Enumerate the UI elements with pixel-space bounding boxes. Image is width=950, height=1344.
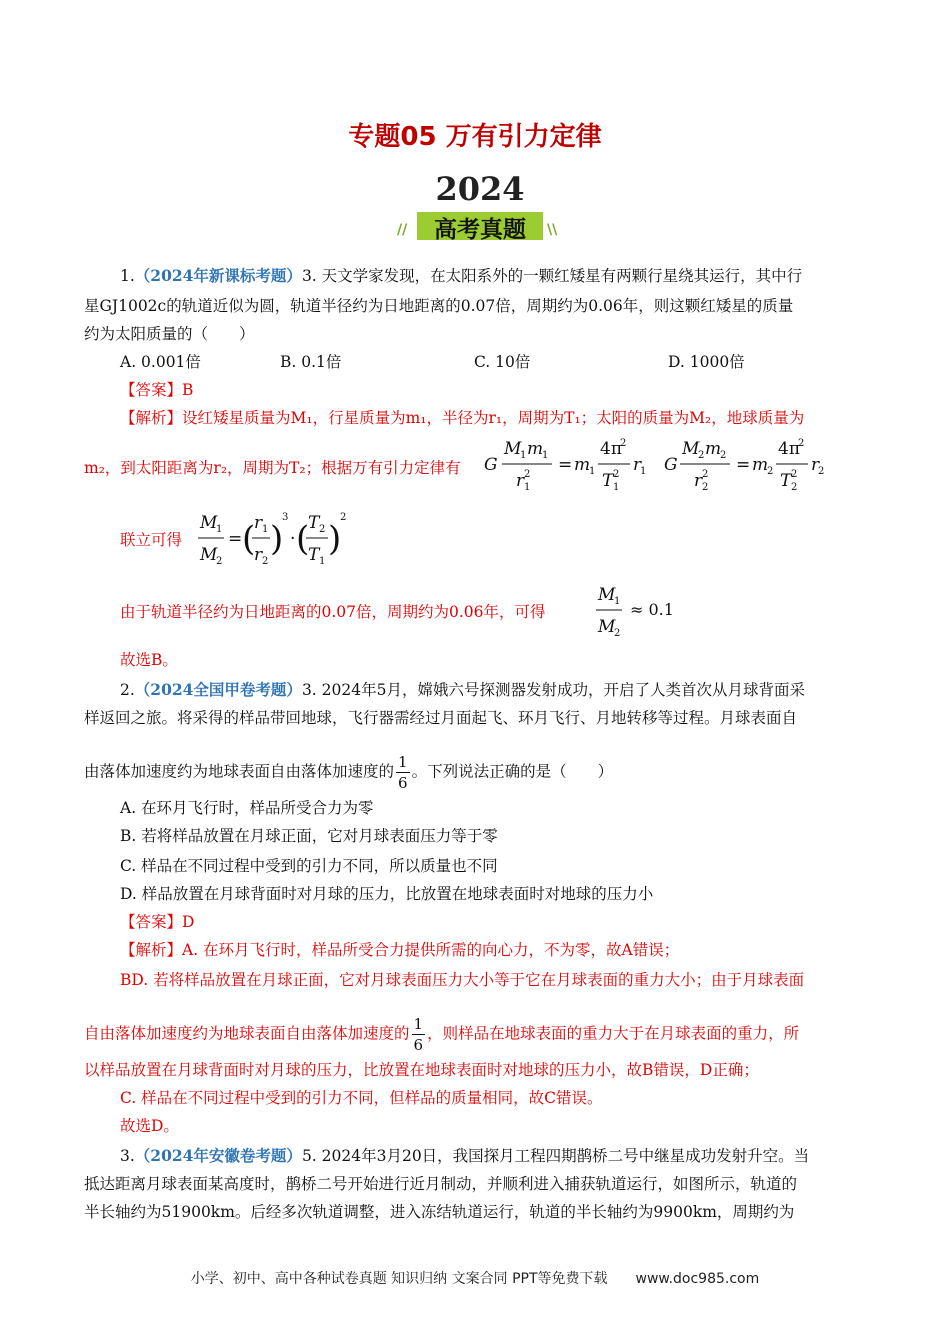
- page-title: 专题05 万有引力定律: [348, 122, 602, 152]
- svg-text:2: 2: [702, 469, 709, 480]
- q1-result-text: 由于轨道半径约为日地距离的0.07倍，周期约为0.06年，可得: [120, 603, 546, 621]
- svg-text:1: 1: [262, 524, 269, 535]
- q1-option-b: B. 0.1倍: [280, 353, 342, 371]
- q2-option-c: C. 样品在不同过程中受到的引力不同，所以质量也不同: [120, 857, 498, 875]
- svg-text:4π: 4π: [778, 439, 800, 459]
- q2-answer: 【答案】D: [120, 913, 195, 931]
- q2-analysis-line3: 自由落体加速度约为地球表面自由落体加速度的 $\frac{1}{6}$ ，则样品在地球表面的重力大于在月球表面的重力，所: [84, 1015, 800, 1054]
- q3-line3: 半长轴约为51900km。后经多次轨道调整，进入冻结轨道运行，轨道的半长轴约为9900km，周期约为: [84, 1203, 795, 1221]
- svg-text:M: M: [598, 617, 616, 637]
- svg-text:3: 3: [282, 512, 289, 523]
- q1-option-c: C. 10倍: [474, 353, 531, 371]
- q1-line1: 1.（2024年新课标考题）3. 天文学家发现，在太阳系外的一颗红矮星有两颗行星绕其运行，其中行: [120, 266, 803, 285]
- svg-text:T: T: [780, 471, 792, 491]
- svg-text:m: m: [574, 455, 591, 475]
- q1-line2: 星GJ1002c的轨道近似为圆，轨道半径约为日地距离的0.07倍，周期约为0.06年，则这颗红矮星的质量: [84, 297, 794, 315]
- svg-text:m: m: [705, 439, 722, 459]
- q1-answer: 【答案】B: [120, 381, 194, 399]
- svg-text:r: r: [516, 471, 525, 491]
- svg-text:T: T: [602, 471, 614, 491]
- year-banner: [395, 170, 565, 250]
- svg-text:r: r: [811, 455, 820, 475]
- q3-line2: 抵达距离月球表面某高度时，鹊桥二号开始进行近月制动，并顺利进入捕获轨道运行，如图所示，轨道的: [84, 1175, 798, 1193]
- left-slash-decoration: //: [397, 222, 408, 238]
- svg-text:r: r: [694, 471, 703, 491]
- q1-gravitation-equations: [480, 432, 830, 496]
- svg-text:G: G: [484, 455, 498, 475]
- q1-source: （2024年新课标考题）: [134, 266, 302, 285]
- q2-option-a: A. 在环月飞行时，样品所受合力为零: [120, 799, 374, 817]
- svg-text:1: 1: [613, 482, 620, 493]
- svg-text:): ): [328, 519, 342, 559]
- svg-text:1: 1: [520, 450, 527, 461]
- svg-text:2: 2: [798, 438, 805, 449]
- q1-conclusion: 故选B。: [120, 651, 178, 669]
- q2-line1: 2.（2024全国甲卷考题）3. 2024年5月，嫦娥六号探测器发射成功，开启了人类首次从月球背面采: [120, 680, 805, 699]
- svg-text:): ): [270, 519, 284, 559]
- svg-text:r: r: [254, 545, 263, 565]
- year-label: 2024: [435, 170, 525, 208]
- svg-text:·: ·: [290, 529, 296, 549]
- q2-line3: 由落体加速度约为地球表面自由落体加速度的 $\frac{1}{6}$ 。下列说法正确的是（ ）: [84, 753, 614, 792]
- q2-option-d: D. 样品放置在月球背面时对月球的压力，比放置在地球表面时对地球的压力小: [120, 885, 654, 903]
- svg-text:1: 1: [589, 466, 596, 477]
- svg-text:M: M: [200, 513, 218, 533]
- q2-analysis-line1: 【解析】A. 在环月飞行时，样品所受合力提供所需的向心力，不为零，故A错误；: [120, 941, 680, 959]
- svg-text:M: M: [200, 545, 218, 565]
- q1-result-value: ≈ 0.1: [630, 600, 674, 619]
- svg-text:2: 2: [340, 512, 347, 523]
- svg-text:r: r: [633, 455, 642, 475]
- svg-text:2: 2: [698, 450, 705, 461]
- q1-combine-label: 联立可得: [120, 531, 183, 549]
- svg-text:1: 1: [216, 524, 223, 535]
- svg-text:=: =: [736, 455, 751, 475]
- banner-label: 高考真题: [434, 217, 526, 243]
- svg-text:2: 2: [791, 482, 798, 493]
- svg-text:2: 2: [767, 466, 774, 477]
- svg-text:1: 1: [319, 556, 326, 567]
- svg-text:2: 2: [613, 469, 620, 480]
- svg-text:=: =: [558, 455, 573, 475]
- q1-analysis-line2: m₂，到太阳距离为r₂，周期为T₂；根据万有引力定律有: [84, 459, 461, 477]
- q1-line3: 约为太阳质量的（ ）: [84, 325, 255, 343]
- q2-source: （2024全国甲卷考题）: [134, 680, 302, 699]
- q2-analysis-line4: 以样品放置在月球背面时对月球的压力，比放置在地球表面时对地球的压力小，故B错误，D正确；: [84, 1061, 759, 1079]
- svg-text:1: 1: [524, 482, 531, 493]
- q2-conclusion: 故选D。: [120, 1117, 179, 1135]
- svg-text:1: 1: [542, 450, 549, 461]
- svg-text:r: r: [254, 513, 263, 533]
- q2-option-b: B. 若将样品放置在月球正面，它对月球表面压力等于零: [120, 827, 498, 845]
- svg-text:2: 2: [614, 628, 621, 639]
- right-slash-decoration: \\: [547, 222, 558, 238]
- svg-text:=: =: [228, 529, 243, 549]
- svg-text:m: m: [527, 439, 544, 459]
- q2-line2: 样返回之旅。将采得的样品带回地球，飞行器需经过月面起飞、环月飞行、月地转移等过程。月球表面自: [84, 709, 798, 727]
- q3-line1: 3.（2024年安徽卷考题）5. 2024年3月20日，我国探月工程四期鹊桥二号中继星成功发射升空。当: [120, 1146, 810, 1165]
- svg-text:T: T: [308, 545, 320, 565]
- svg-text:(: (: [296, 519, 310, 559]
- q3-source: （2024年安徽卷考题）: [134, 1146, 302, 1165]
- svg-text:2: 2: [791, 469, 798, 480]
- q2-analysis-line5: C. 样品在不同过程中受到的引力不同，但样品的质量相同，故C错误。: [120, 1089, 603, 1107]
- svg-text:m: m: [752, 455, 769, 475]
- svg-text:(: (: [242, 519, 256, 559]
- svg-text:M: M: [682, 439, 700, 459]
- page-footer: 小学、初中、高中各种试卷真题 知识归纳 文案合同 PPT等免费下载 www.doc985.com: [190, 1271, 760, 1287]
- svg-text:2: 2: [702, 482, 709, 493]
- svg-text:2: 2: [319, 524, 326, 535]
- svg-text:2: 2: [620, 438, 627, 449]
- svg-text:2: 2: [216, 556, 223, 567]
- svg-text:T: T: [308, 513, 320, 533]
- svg-text:2: 2: [818, 466, 825, 477]
- q1-analysis-line1: 【解析】设红矮星质量为M₁，行星质量为m₁，半径为r₁，周期为T₁；太阳的质量为M₂，地球质量为: [120, 409, 805, 427]
- svg-text:2: 2: [524, 469, 531, 480]
- svg-text:1: 1: [640, 466, 647, 477]
- q2-analysis-line2: BD. 若将样品放置在月球正面，它对月球表面压力大小等于它在月球表面的重力大小；由于月球表面: [120, 971, 805, 989]
- q1-option-d: D. 1000倍: [668, 353, 745, 371]
- svg-text:G: G: [664, 455, 678, 475]
- svg-text:M: M: [504, 439, 522, 459]
- svg-text:2: 2: [262, 556, 269, 567]
- svg-text:4π: 4π: [600, 439, 622, 459]
- svg-text:M: M: [598, 585, 616, 605]
- svg-text:2: 2: [720, 450, 727, 461]
- svg-text:1: 1: [614, 596, 621, 607]
- q1-mass-ratio-equation: [196, 506, 356, 570]
- q1-option-a: A. 0.001倍: [120, 353, 201, 371]
